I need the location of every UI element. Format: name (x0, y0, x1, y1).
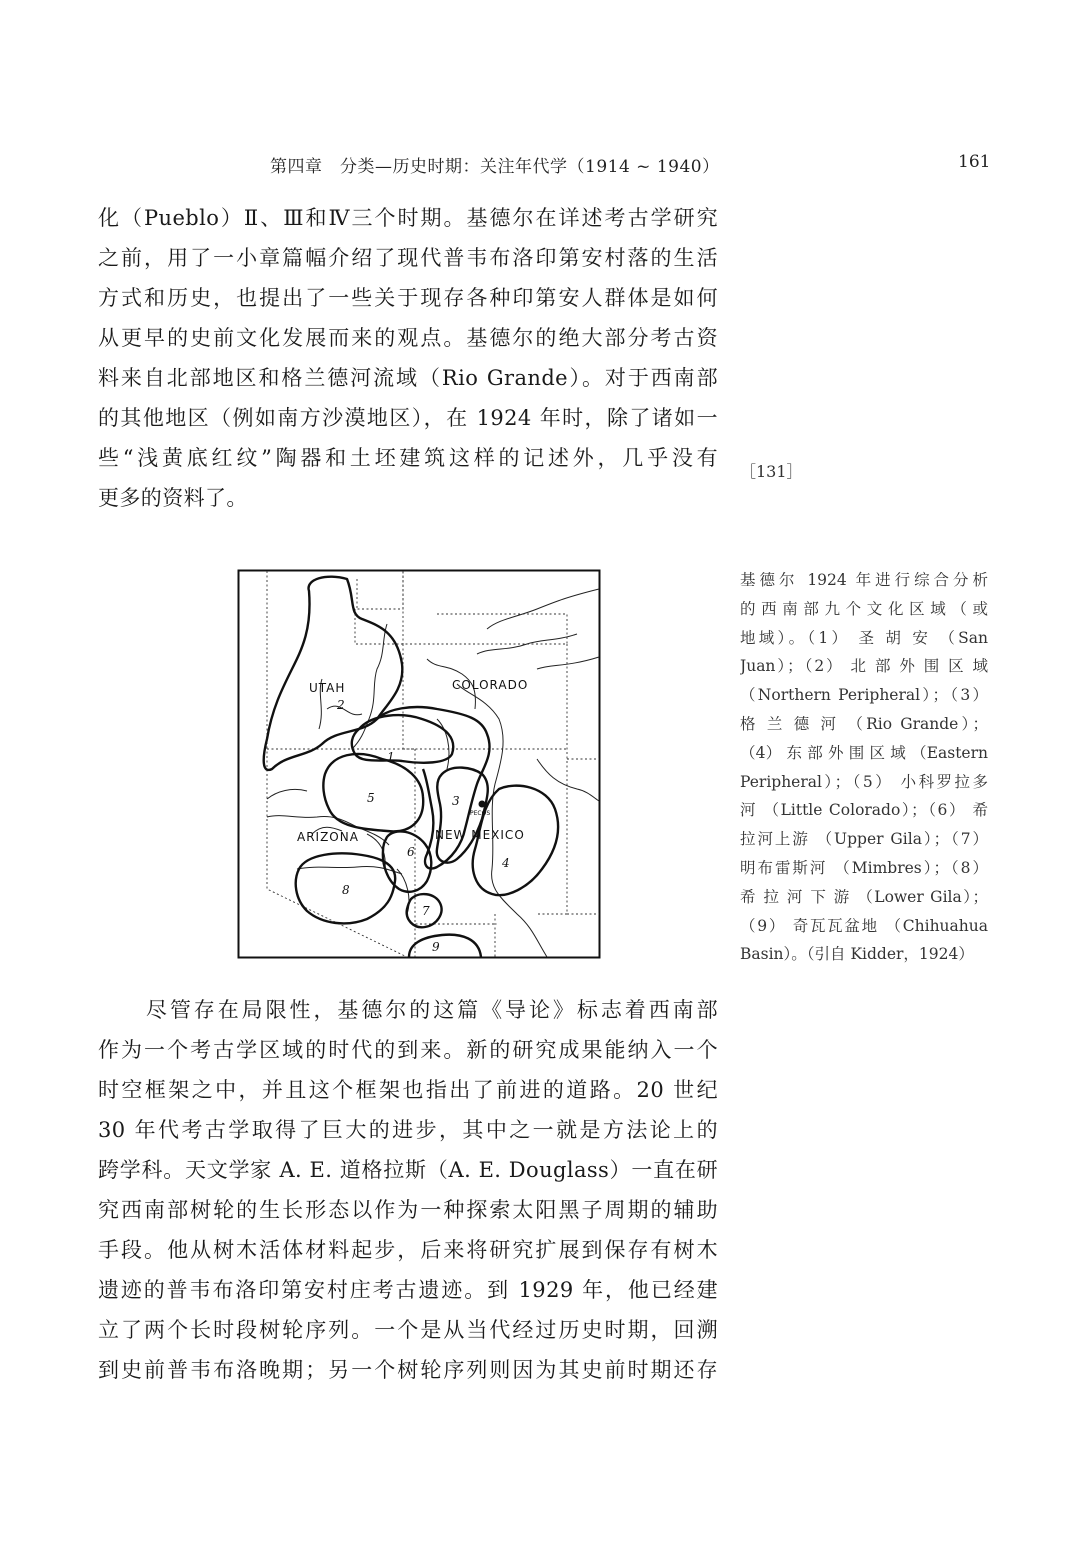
text-line: 些“浅黄底红纹”陶器和土坯建筑这样的记述外，几乎没有 (98, 446, 718, 470)
text-line: 立了两个长时段树轮序列。一个是从当代经过历史时期，回溯 (98, 1318, 718, 1342)
caption-line: 地域）。（1） 圣 胡 安 （San (740, 628, 988, 647)
text-line: 方式和历史，也提出了一些关于现存各种印第安人群体是如何 (98, 286, 718, 310)
caption-line: 明布雷斯河 （Mimbres）；（8） (740, 858, 988, 877)
text-line: 跨学科。天文学家 A. E. 道格拉斯（A. E. Douglass）一直在研 (98, 1158, 718, 1182)
caption-line: 希 拉 河 下 游 （Lower Gila）； (740, 887, 988, 906)
region-number-1: 1 (387, 750, 395, 764)
caption-line: Peripheral）；（5） 小科罗拉多 (740, 772, 988, 791)
region-number-4: 4 (502, 856, 510, 870)
caption-line: Basin）。（引自 Kidder，1924） (740, 945, 974, 964)
text-line: 到史前普韦布洛晚期；另一个树轮序列则因为其史前时期还存 (98, 1358, 718, 1382)
text-line: 时空框架之中，并且这个框架也指出了前进的道路。20 世纪 (98, 1078, 718, 1102)
text-line: 遗迹的普韦布洛印第安村庄考古遗迹。到 1929 年，他已经建 (98, 1278, 718, 1302)
caption-line: 拉河上游 （Upper Gila）；（7） (740, 830, 988, 849)
region-number-5: 5 (367, 791, 375, 805)
text-line: 究西南部树轮的生长形态以作为一种探索太阳黑子周期的辅助 (98, 1198, 718, 1222)
map-label-arizona: ARIZONA (297, 830, 359, 844)
pecos-marker-icon (479, 801, 486, 808)
text-line: 的其他地区（例如南方沙漠地区），在 1924 年时，除了诸如一 (98, 406, 718, 430)
text-line: 更多的资料了。 (98, 486, 248, 510)
caption-line: 格 兰 德 河 （Rio Grande）； (740, 714, 988, 733)
region-number-6: 6 (407, 845, 415, 859)
region-number-7: 7 (422, 904, 430, 918)
text-line: 作为一个考古学区域的时代的到来。新的研究成果能纳入一个 (98, 1038, 718, 1062)
running-head: 第四章 分类—历史时期：关注年代学（1914 ~ 1940） (270, 157, 720, 177)
text-line: 之前，用了一小章篇幅介绍了现代普韦布洛印第安村落的生活 (98, 246, 718, 270)
map-label-utah: UTAH (309, 681, 346, 695)
caption-line: Juan）；（2） 北 部 外 围 区 域 (740, 657, 988, 676)
text-line: 尽管存在局限性，基德尔的这篇《导论》标志着西南部 (98, 998, 718, 1022)
text-line: 料来自北部地区和格兰德河流域（Rio Grande）。对于西南部 (98, 366, 718, 390)
region-number-3: 3 (452, 794, 460, 808)
region-number-8: 8 (342, 883, 350, 897)
caption-line: （Northern Peripheral）；（3） (740, 686, 988, 705)
figure-caption (740, 566, 988, 969)
map-figure (237, 569, 601, 959)
map-label-colorado: COLORADO (452, 678, 529, 692)
margin-page-reference: ［131］ (740, 462, 803, 481)
page-number: 161 (958, 152, 991, 172)
caption-line: 的西南部九个文化区域（或 (740, 599, 988, 618)
text-line: 化（Pueblo）Ⅱ、Ⅲ和Ⅳ三个时期。基德尔在详述考古学研究 (98, 206, 718, 230)
paragraph-2 (98, 990, 718, 1390)
southwest-culture-areas-map (237, 569, 601, 959)
caption-line: （9） 奇瓦瓦盆地 （Chihuahua (740, 916, 988, 935)
text-line: 手段。他从树木活体材料起步，后来将研究扩展到保存有树木 (98, 1238, 718, 1262)
caption-line: （4） 东 部 外 围 区 域 （Eastern (740, 743, 988, 762)
text-line: 30 年代考古学取得了巨大的进步，其中之一就是方法论上的 (98, 1118, 718, 1142)
region-number-2: 2 (337, 698, 345, 712)
region-number-9: 9 (432, 940, 440, 954)
paragraph-1 (98, 198, 718, 518)
map-label-pecos: PECOS (470, 810, 491, 817)
caption-line: 河 （Little Colorado）；（6） 希 (740, 801, 988, 820)
text-line: 从更早的史前文化发展而来的观点。基德尔的绝大部分考古资 (98, 326, 718, 350)
caption-line: 基德尔 1924 年进行综合分析 (740, 571, 988, 589)
map-label-new-mexico: NEW MEXICO (435, 828, 525, 842)
